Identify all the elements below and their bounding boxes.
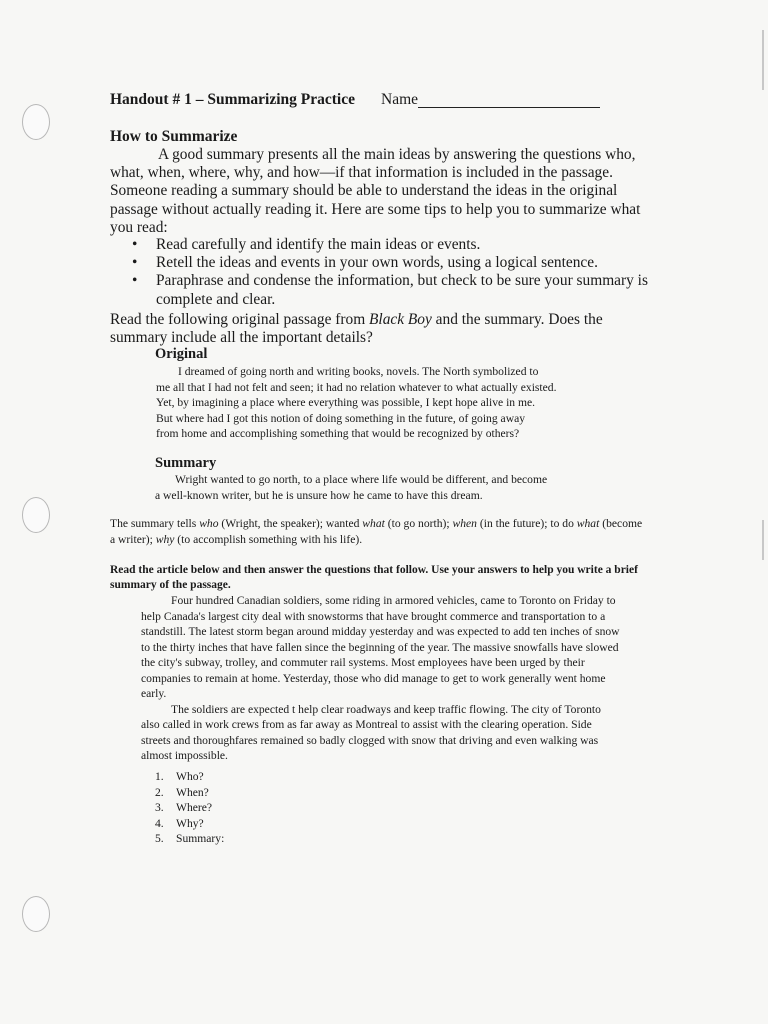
tip-item [110,272,650,308]
tip-item [110,254,650,272]
binder-hole-bottom [22,896,50,932]
tip-text: Paraphrase and condense the information, but check to be sure your summary is complete and clear. [156,272,648,308]
analysis-text: (to accomplish something with his life). [174,532,363,546]
question-number: 4. [155,816,164,830]
bullet-icon: • [132,272,138,290]
question-number: 1. [155,770,164,783]
book-title: Black Boy [369,311,432,328]
summary-line: Wright wanted to go north, to a place where life would be different, and become [175,473,548,486]
article-paragraph: Four hundred Canadian soldiers, some riding in armored vehicles, came to Toronto on Friday to help Canada's largest city deal with snowstorms that have brought commerce and transportation to a standstill. The latest storm began around midday yesterday and was expected to add ten inches of snow to the thirty inches that have fallen since the beginning of the year. The massive snowfalls have slowed the city's subway, trolley, and commuter rail systems. Most employees have been urged by their companies to remain at home. Yesterday, those who did manage to get to work generally went home early. [141,594,620,700]
scan-edge-mark [762,520,764,560]
question-number: 5. [155,832,164,845]
original-heading: Original [155,346,208,362]
name-label: Name [381,91,419,108]
analysis-text: (in the future); to do [476,517,577,530]
original-line: from home and accomplishing something that would be recognized by others? [156,427,520,441]
question-item [155,785,224,801]
analysis-text: (Wright, the speaker); wanted [218,517,363,530]
question-text: Summary: [176,832,225,845]
question-text: When? [176,785,209,799]
original-line: Yet, by imagining a place where everything was possible, I kept hope alive in me. [156,396,536,410]
binder-hole-top [22,104,50,140]
analysis-keyword: who [199,517,219,530]
original-passage [156,364,596,442]
intro-text: A good summary presents all the main ideas by answering the questions who, what, when, where, why, and how—if that information is included in the passage. Someone reading a summary should be able to understand the ideas in the original passage without actually reading it. Here are some tips to help you to summarize what you read: [110,146,641,236]
analysis-text: (become a writer); [110,517,643,546]
summary-line: a well-known writer, but he is unsure how he came to have this dream. [155,488,483,502]
analysis-keyword: what [362,517,385,530]
binder-hole-middle [22,497,50,533]
passage-prompt-text: Read the following original passage from [110,311,370,328]
question-text: Where? [176,801,213,814]
bullet-icon: • [132,236,138,253]
question-number: 3. [155,801,164,814]
question-text: Who? [176,770,204,783]
tip-text: Read carefully and identify the main ideas or events. [156,236,481,253]
article-instructions: Read the article below and then answer the questions that follow. Use your answers to help you write a brief summary of the passage. [110,564,638,592]
question-item [155,800,224,816]
original-line: I dreamed of going north and writing books, novels. The North symbolized to [178,365,539,378]
question-item [155,831,224,847]
scan-edge-mark [762,30,764,90]
analysis-keyword: what [576,517,600,530]
original-line: me all that I had not felt and seen; it had no relation whatever to what actually existed. [156,380,557,394]
original-line: But where had I got this notion of doing something in the future, of going away [156,411,526,425]
question-text: Why? [176,816,204,830]
summary-passage [155,472,595,503]
question-list [155,769,224,847]
passage-prompt-text: and the summary. Does the summary include all the important details? [110,311,603,347]
question-item [155,769,224,785]
article-paragraph: The soldiers are expected t help clear roadways and keep traffic flowing. The city of Toronto also called in work crews from as far away as Montreal to assist with the clearing operation. Side streets and thoroughfares remained so badly clogged with snow that driving and even walking was almost impossible. [141,702,601,762]
analysis-text: The summary tells [110,517,200,530]
intro-paragraph [110,146,650,237]
how-to-summarize-heading: How to Summarize [110,128,238,145]
handout-title: Handout # 1 – Summarizing Practice [110,91,355,108]
analysis-keyword: when [452,517,477,530]
tip-text: Retell the ideas and events in your own words, using a logical sentence. [156,254,598,272]
bullet-icon: • [132,254,138,272]
question-number: 2. [155,785,164,799]
summary-heading: Summary [155,455,217,471]
tips-list [110,236,650,309]
summary-analysis [110,516,650,547]
tip-item [110,236,650,254]
analysis-text: (to go north); [384,517,453,530]
article-passage [141,593,621,764]
passage-prompt [110,311,650,347]
analysis-keyword: why [155,532,175,546]
name-blank-line [418,107,600,108]
question-item [155,816,224,832]
